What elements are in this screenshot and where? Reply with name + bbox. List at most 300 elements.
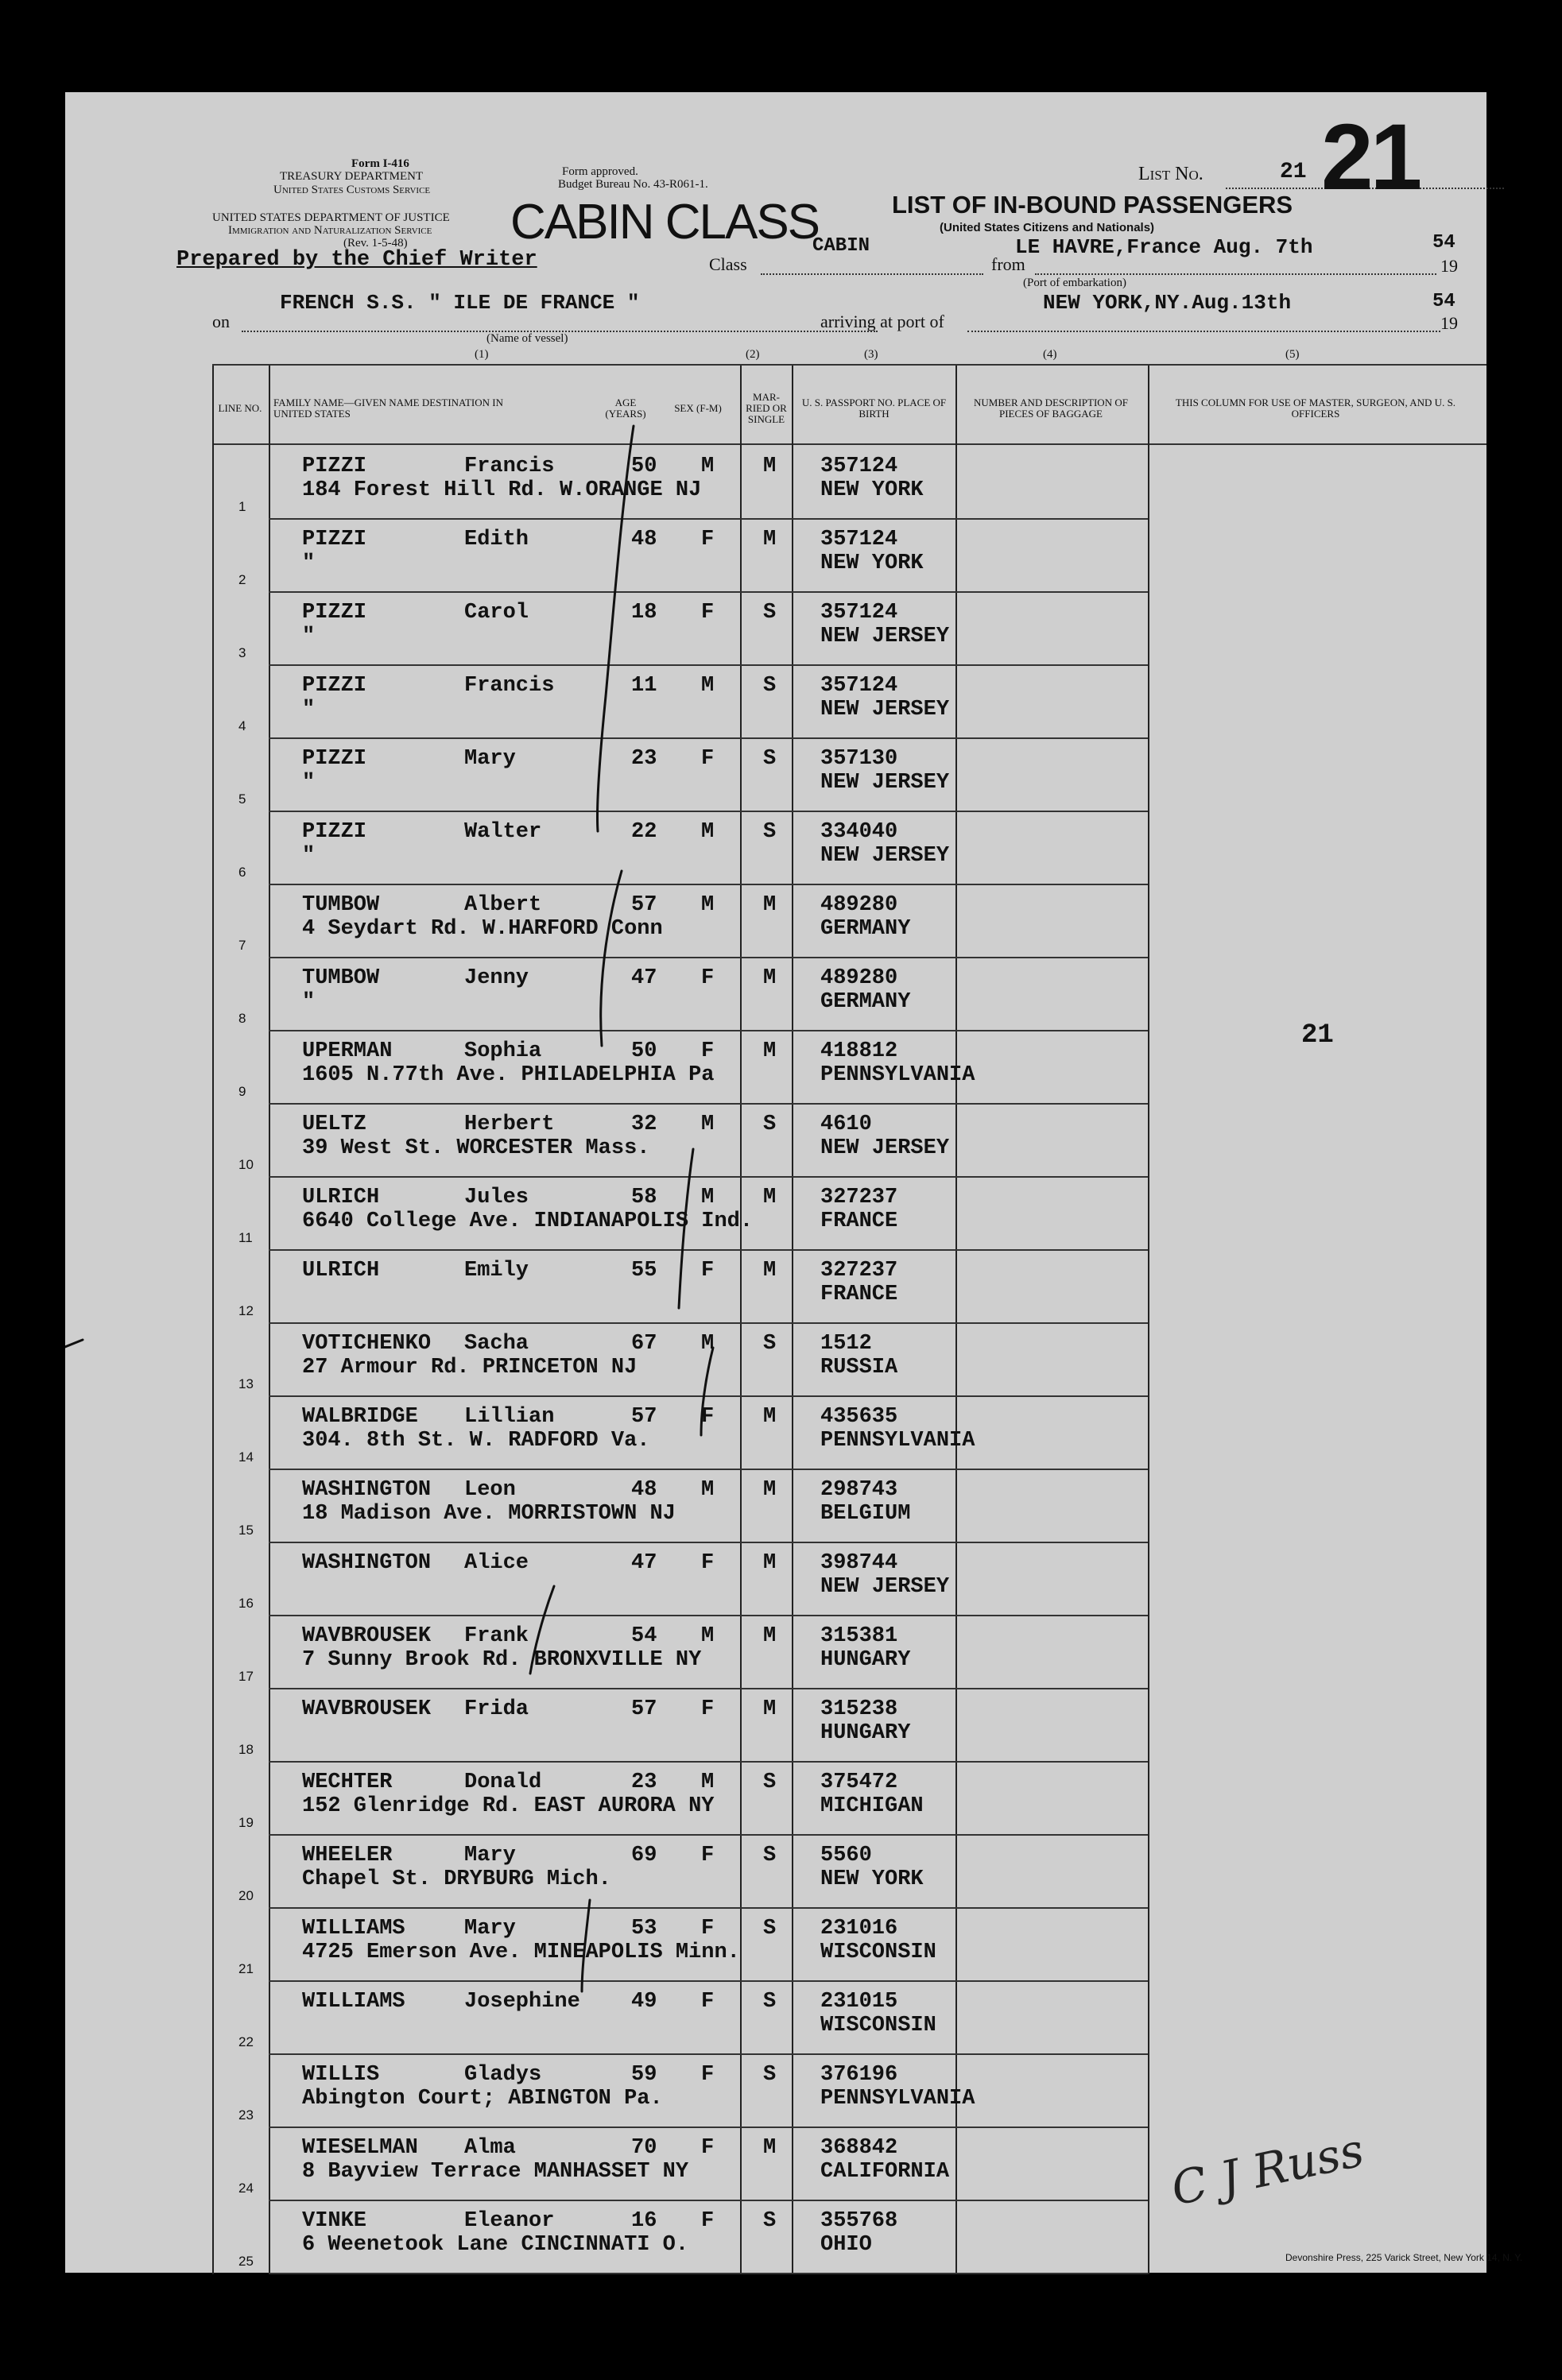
marital-status: M (763, 1039, 777, 1063)
passport-number: 489280 (820, 893, 898, 917)
marital-status: S (763, 674, 777, 698)
destination: 152 Glenridge Rd. EAST AURORA NY (302, 1794, 715, 1818)
family-name: UELTZ (302, 1113, 367, 1136)
destination: 8 Bayview Terrace MANHASSET NY (302, 2160, 689, 2184)
row-rule (269, 664, 1148, 666)
place-of-birth: OHIO (820, 2233, 872, 2257)
customs-label: United States Customs Service (273, 184, 431, 196)
line-number: 6 (238, 865, 246, 880)
marital-status: M (763, 893, 777, 917)
row-rule (269, 1322, 1148, 1324)
column-rule (955, 366, 957, 2274)
class-value: CABIN (812, 235, 870, 257)
family-name: WAVBROUSEK (302, 1624, 432, 1648)
passport-number: 4610 (820, 1113, 872, 1136)
age: 53 (631, 1917, 657, 1941)
line-number: 3 (238, 645, 246, 660)
marital-status: S (763, 1917, 777, 1941)
on-label: on (212, 312, 230, 331)
family-name: WILLIS (302, 2063, 380, 2087)
destination: " (302, 551, 316, 575)
given-name: Jules (464, 1186, 529, 1209)
destination: " (302, 844, 316, 868)
row-rule (269, 1907, 1148, 1909)
sex: F (701, 2136, 715, 2160)
passport-number: 327237 (820, 1259, 898, 1283)
age: 55 (631, 1259, 657, 1283)
list-no-small: 21 (1280, 160, 1307, 184)
list-no-large: 21 (1321, 105, 1420, 210)
class-dots (761, 273, 983, 275)
marital-status: M (763, 1405, 777, 1429)
column-rule (740, 366, 742, 2274)
row-rule (269, 2200, 1148, 2201)
place-of-birth: NEW JERSEY (820, 1575, 950, 1599)
vessel-value: FRENCH S.S. " ILE DE FRANCE " (280, 291, 640, 315)
family-name: WAVBROUSEK (302, 1697, 432, 1721)
line-number: 23 (238, 2107, 254, 2123)
family-name: PIZZI (302, 528, 367, 551)
family-name: PIZZI (302, 820, 367, 844)
given-name: Edith (464, 528, 529, 551)
marital-status: S (763, 1990, 777, 2014)
place-of-birth: NEW JERSEY (820, 625, 950, 648)
line-number: 25 (238, 2254, 254, 2269)
marital-status: M (763, 1624, 777, 1648)
destination: 39 West St. WORCESTER Mass. (302, 1136, 650, 1160)
family-name: VINKE (302, 2209, 367, 2233)
sex: F (701, 1259, 715, 1283)
passport-number: 357124 (820, 674, 898, 698)
destination: " (302, 771, 316, 795)
sex: F (701, 1697, 715, 1721)
given-name: Frida (464, 1697, 529, 1721)
destination: " (302, 625, 316, 648)
line-number: 22 (238, 2034, 254, 2049)
family-name: WASHINGTON (302, 1478, 432, 1502)
line-number: 17 (238, 1669, 254, 1684)
family-name: ULRICH (302, 1186, 380, 1209)
age: 23 (631, 747, 657, 771)
family-name: UPERMAN (302, 1039, 393, 1063)
age: 69 (631, 1844, 657, 1867)
given-name: Mary (464, 1844, 516, 1867)
year-value-1: 54 (1432, 232, 1455, 253)
family-name: WILLIAMS (302, 1990, 405, 2014)
family-name: PIZZI (302, 601, 367, 625)
age: 67 (631, 1332, 657, 1356)
marital-status: S (763, 1770, 777, 1794)
family-name: WHEELER (302, 1844, 393, 1867)
line-number: 12 (238, 1303, 254, 1318)
family-name: WASHINGTON (302, 1551, 432, 1575)
form-number: Form I-416 (351, 157, 409, 170)
passport-number: 315238 (820, 1697, 898, 1721)
destination: 18 Madison Ave. MORRISTOWN NJ (302, 1502, 676, 1526)
age: 54 (631, 1624, 657, 1648)
destination: 4 Seydart Rd. W.HARFORD Conn (302, 917, 663, 941)
family-name: WECHTER (302, 1770, 393, 1794)
officer-note: 21 (1301, 1020, 1334, 1051)
sex: M (701, 1478, 715, 1502)
sex: M (701, 674, 715, 698)
row-rule (269, 1030, 1148, 1031)
line-number: 15 (238, 1523, 254, 1538)
passport-number: 315381 (820, 1624, 898, 1648)
place-of-birth: HUNGARY (820, 1648, 911, 1672)
family-name: ULRICH (302, 1259, 380, 1283)
header-sex: SEX (F-M) (674, 402, 722, 414)
footer-imprint: Devonshire Press, 225 Varick Street, New York 14, N. Y. (1285, 2252, 1523, 2263)
family-name: PIZZI (302, 747, 367, 771)
line-number: 11 (238, 1230, 253, 1245)
line-number: 8 (238, 1011, 246, 1026)
age: 58 (631, 1186, 657, 1209)
passport-number: 355768 (820, 2209, 898, 2233)
row-rule (269, 1469, 1148, 1470)
given-name: Frank (464, 1624, 529, 1648)
header-officers: THIS COLUMN FOR USE OF MASTER, SURGEON, AND U. S. OFFICERS (1175, 397, 1456, 420)
age: 50 (631, 1039, 657, 1063)
year-value-2: 54 (1432, 291, 1455, 312)
passport-number: 375472 (820, 1770, 898, 1794)
row-rule (269, 1834, 1148, 1836)
table-top-rule (212, 364, 1486, 366)
place-of-birth: WISCONSIN (820, 2014, 936, 2038)
header-age: AGE (YEARS) (605, 397, 646, 420)
header-name: FAMILY NAME—GIVEN NAME DESTINATION IN UNITED STATES (273, 397, 504, 420)
row-rule (269, 1103, 1148, 1105)
place-of-birth: NEW JERSEY (820, 698, 950, 722)
given-name: Mary (464, 747, 516, 771)
marital-status: S (763, 820, 777, 844)
sex: F (701, 2063, 715, 2087)
line-number: 5 (238, 791, 246, 807)
manifest-page (65, 92, 1523, 2273)
immigration-label: Immigration and Naturalization Service (228, 224, 432, 237)
line-number: 14 (238, 1449, 254, 1465)
marital-status: M (763, 1478, 777, 1502)
passport-number: 357124 (820, 601, 898, 625)
destination: 27 Armour Rd. PRINCETON NJ (302, 1356, 638, 1380)
arriving-label: arriving at port of (820, 312, 944, 331)
marital-status: M (763, 528, 777, 551)
row-rule (269, 591, 1148, 593)
row-rule (269, 2273, 1148, 2274)
age: 11 (631, 674, 657, 698)
marital-status: M (763, 1186, 777, 1209)
row-rule (269, 1395, 1148, 1397)
sex: M (701, 455, 715, 478)
age: 50 (631, 455, 657, 478)
row-rule (269, 1980, 1148, 1982)
col-number-3: (3) (864, 348, 878, 361)
column-rule (792, 366, 793, 2274)
row-rule (269, 737, 1148, 739)
destination: 1605 N.77th Ave. PHILADELPHIA Pa (302, 1063, 715, 1087)
given-name: Eleanor (464, 2209, 555, 2233)
arriving-dots (967, 331, 1440, 332)
year-label-2: 19 (1440, 313, 1458, 333)
passport-number: 357124 (820, 455, 898, 478)
sex: M (701, 1624, 715, 1648)
sex: F (701, 1405, 715, 1429)
passport-number: 357130 (820, 747, 898, 771)
given-name: Herbert (464, 1113, 555, 1136)
marital-status: M (763, 1697, 777, 1721)
arriving-value: NEW YORK,NY.Aug.13th (1043, 291, 1292, 315)
given-name: Josephine (464, 1990, 580, 2014)
passport-number: 231015 (820, 1990, 898, 2014)
marital-status: S (763, 747, 777, 771)
year-label-1: 19 (1440, 256, 1458, 276)
given-name: Francis (464, 674, 555, 698)
age: 70 (631, 2136, 657, 2160)
given-name: Leon (464, 1478, 516, 1502)
destination: Chapel St. DRYBURG Mich. (302, 1867, 611, 1891)
given-name: Mary (464, 1917, 516, 1941)
given-name: Alma (464, 2136, 516, 2160)
age: 23 (631, 1770, 657, 1794)
line-number: 4 (238, 718, 246, 733)
family-name: PIZZI (302, 455, 367, 478)
destination: 6 Weenetook Lane CINCINNATI O. (302, 2233, 689, 2257)
from-dots (1035, 273, 1436, 275)
age: 18 (631, 601, 657, 625)
place-of-birth: NEW JERSEY (820, 1136, 950, 1160)
document-title: LIST OF IN-BOUND PASSENGERS (892, 191, 1293, 219)
destination: 6640 College Ave. INDIANAPOLIS Ind. (302, 1209, 754, 1233)
place-of-birth: NEW YORK (820, 1867, 924, 1891)
treasury-label: TREASURY DEPARTMENT (280, 170, 424, 183)
line-number: 1 (238, 499, 246, 514)
sex: M (701, 1770, 715, 1794)
destination: 7 Sunny Brook Rd. BRONXVILLE NY (302, 1648, 702, 1672)
family-name: WIESELMAN (302, 2136, 418, 2160)
from-value: LE HAVRE,France Aug. 7th (1015, 235, 1313, 259)
passport-number: 398744 (820, 1551, 898, 1575)
place-of-birth: WISCONSIN (820, 1941, 936, 1964)
revision-label: (Rev. 1-5-48) (343, 237, 408, 250)
marital-status: S (763, 1844, 777, 1867)
age: 47 (631, 1551, 657, 1575)
place-of-birth: RUSSIA (820, 1356, 898, 1380)
given-name: Donald (464, 1770, 542, 1794)
passport-number: 368842 (820, 2136, 898, 2160)
marital-status: S (763, 2209, 777, 2233)
age: 57 (631, 1405, 657, 1429)
marital-status: S (763, 2063, 777, 2087)
sex: F (701, 1917, 715, 1941)
marital-status: M (763, 966, 777, 990)
line-number: 9 (238, 1084, 246, 1099)
given-name: Carol (464, 601, 529, 625)
given-name: Sophia (464, 1039, 542, 1063)
marital-status: M (763, 1551, 777, 1575)
passport-number: 298743 (820, 1478, 898, 1502)
passport-number: 334040 (820, 820, 898, 844)
sex: M (701, 1113, 715, 1136)
passport-number: 489280 (820, 966, 898, 990)
given-name: Emily (464, 1259, 529, 1283)
place-of-birth: NEW JERSEY (820, 771, 950, 795)
given-name: Lillian (464, 1405, 555, 1429)
age: 22 (631, 820, 657, 844)
row-rule (269, 2127, 1148, 2128)
from-label: from (991, 254, 1025, 274)
given-name: Albert (464, 893, 542, 917)
passport-number: 327237 (820, 1186, 898, 1209)
destination: " (302, 698, 316, 722)
family-name: WILLIAMS (302, 1917, 405, 1941)
marital-status: M (763, 455, 777, 478)
age: 59 (631, 2063, 657, 2087)
given-name: Gladys (464, 2063, 542, 2087)
marital-status: S (763, 601, 777, 625)
passport-number: 418812 (820, 1039, 898, 1063)
line-number: 19 (238, 1815, 254, 1830)
sex: F (701, 1844, 715, 1867)
sex: F (701, 528, 715, 551)
sex: F (701, 601, 715, 625)
row-rule (269, 1761, 1148, 1763)
given-name: Sacha (464, 1332, 529, 1356)
justice-label: UNITED STATES DEPARTMENT OF JUSTICE (212, 211, 450, 224)
age: 48 (631, 1478, 657, 1502)
passport-number: 1512 (820, 1332, 872, 1356)
destination: 4725 Emerson Ave. MINEAPOLIS Minn. (302, 1941, 740, 1964)
age: 32 (631, 1113, 657, 1136)
list-no-label: List No. (1138, 164, 1203, 184)
signature: C J Russ (1166, 2123, 1369, 2216)
given-name: Alice (464, 1551, 529, 1575)
sex: F (701, 1039, 715, 1063)
sex: M (701, 893, 715, 917)
row-rule (269, 811, 1148, 812)
age: 48 (631, 528, 657, 551)
place-of-birth: PENNSYLVANIA (820, 2087, 975, 2111)
row-rule (269, 2053, 1148, 2055)
place-of-birth: HUNGARY (820, 1721, 911, 1745)
place-of-birth: GERMANY (820, 917, 911, 941)
passport-number: 231016 (820, 1917, 898, 1941)
age: 57 (631, 1697, 657, 1721)
line-number: 16 (238, 1596, 254, 1611)
row-rule (269, 518, 1148, 520)
col-number-4: (4) (1043, 348, 1057, 361)
header-passport: U. S. PASSPORT NO. PLACE OF BIRTH (801, 397, 947, 420)
marital-status: S (763, 1332, 777, 1356)
place-of-birth: FRANCE (820, 1209, 898, 1233)
row-rule (269, 1176, 1148, 1178)
family-name: TUMBOW (302, 893, 380, 917)
given-name: Francis (464, 455, 555, 478)
sex: F (701, 2209, 715, 2233)
passport-number: 376196 (820, 2063, 898, 2087)
place-of-birth: MICHIGAN (820, 1794, 924, 1818)
passport-number: 5560 (820, 1844, 872, 1867)
sex: M (701, 1186, 715, 1209)
col-number-1: (1) (475, 348, 489, 361)
family-name: PIZZI (302, 674, 367, 698)
marital-status: S (763, 1113, 777, 1136)
passport-number: 357124 (820, 528, 898, 551)
budget-label: Budget Bureau No. 43-R061-1. (558, 178, 708, 191)
place-of-birth: CALIFORNIA (820, 2160, 950, 2184)
prepared-by: Prepared by the Chief Writer (176, 248, 537, 272)
destination: 304. 8th St. W. RADFORD Va. (302, 1429, 650, 1453)
place-of-birth: NEW YORK (820, 478, 924, 502)
age: 47 (631, 966, 657, 990)
place-of-birth: NEW YORK (820, 551, 924, 575)
age: 57 (631, 893, 657, 917)
sex: F (701, 747, 715, 771)
destination: 184 Forest Hill Rd. W.ORANGE NJ (302, 478, 702, 502)
col-number-2: (2) (746, 348, 760, 361)
header-line-no: LINE NO. (218, 402, 262, 414)
col-number-5: (5) (1285, 348, 1300, 361)
row-rule (269, 957, 1148, 958)
place-of-birth: NEW JERSEY (820, 844, 950, 868)
place-of-birth: GERMANY (820, 990, 911, 1014)
line-number: 20 (238, 1888, 254, 1903)
marital-status: M (763, 1259, 777, 1283)
line-number: 2 (238, 572, 246, 587)
place-of-birth: FRANCE (820, 1283, 898, 1306)
line-number: 18 (238, 1742, 254, 1757)
given-name: Walter (464, 820, 542, 844)
row-rule (269, 1615, 1148, 1616)
vessel-label: (Name of vessel) (486, 332, 568, 345)
given-name: Jenny (464, 966, 529, 990)
cabin-class-stamp: CABIN CLASS (510, 195, 820, 250)
place-of-birth: PENNSYLVANIA (820, 1063, 975, 1087)
column-rule (212, 366, 214, 2274)
line-number: 13 (238, 1376, 254, 1391)
sex: F (701, 1551, 715, 1575)
marital-status: M (763, 2136, 777, 2160)
column-rule (1148, 366, 1149, 2274)
document-subtitle: (United States Citizens and Nationals) (940, 221, 1155, 234)
header-married: MAR-RIED OR SINGLE (746, 391, 787, 425)
row-rule (269, 1688, 1148, 1689)
sex: M (701, 820, 715, 844)
port-embark-label: (Port of embarkation) (1023, 277, 1126, 289)
family-name: VOTICHENKO (302, 1332, 432, 1356)
row-rule (269, 884, 1148, 885)
place-of-birth: PENNSYLVANIA (820, 1429, 975, 1453)
line-number: 21 (238, 1961, 254, 1976)
line-number: 7 (238, 938, 246, 953)
header-baggage: NUMBER AND DESCRIPTION OF PIECES OF BAGGAGE (974, 397, 1128, 420)
passport-number: 435635 (820, 1405, 898, 1429)
column-rule (269, 366, 270, 2274)
age: 16 (631, 2209, 657, 2233)
destination: Abington Court; ABINGTON Pa. (302, 2087, 663, 2111)
class-label: Class (709, 254, 747, 274)
age: 49 (631, 1990, 657, 2014)
place-of-birth: BELGIUM (820, 1502, 911, 1526)
sex: F (701, 966, 715, 990)
family-name: TUMBOW (302, 966, 380, 990)
family-name: WALBRIDGE (302, 1405, 418, 1429)
sex: F (701, 1990, 715, 2014)
row-rule (269, 1542, 1148, 1543)
line-number: 10 (238, 1157, 254, 1172)
sex: M (701, 1332, 715, 1356)
row-rule (269, 1249, 1148, 1251)
destination: " (302, 990, 316, 1014)
